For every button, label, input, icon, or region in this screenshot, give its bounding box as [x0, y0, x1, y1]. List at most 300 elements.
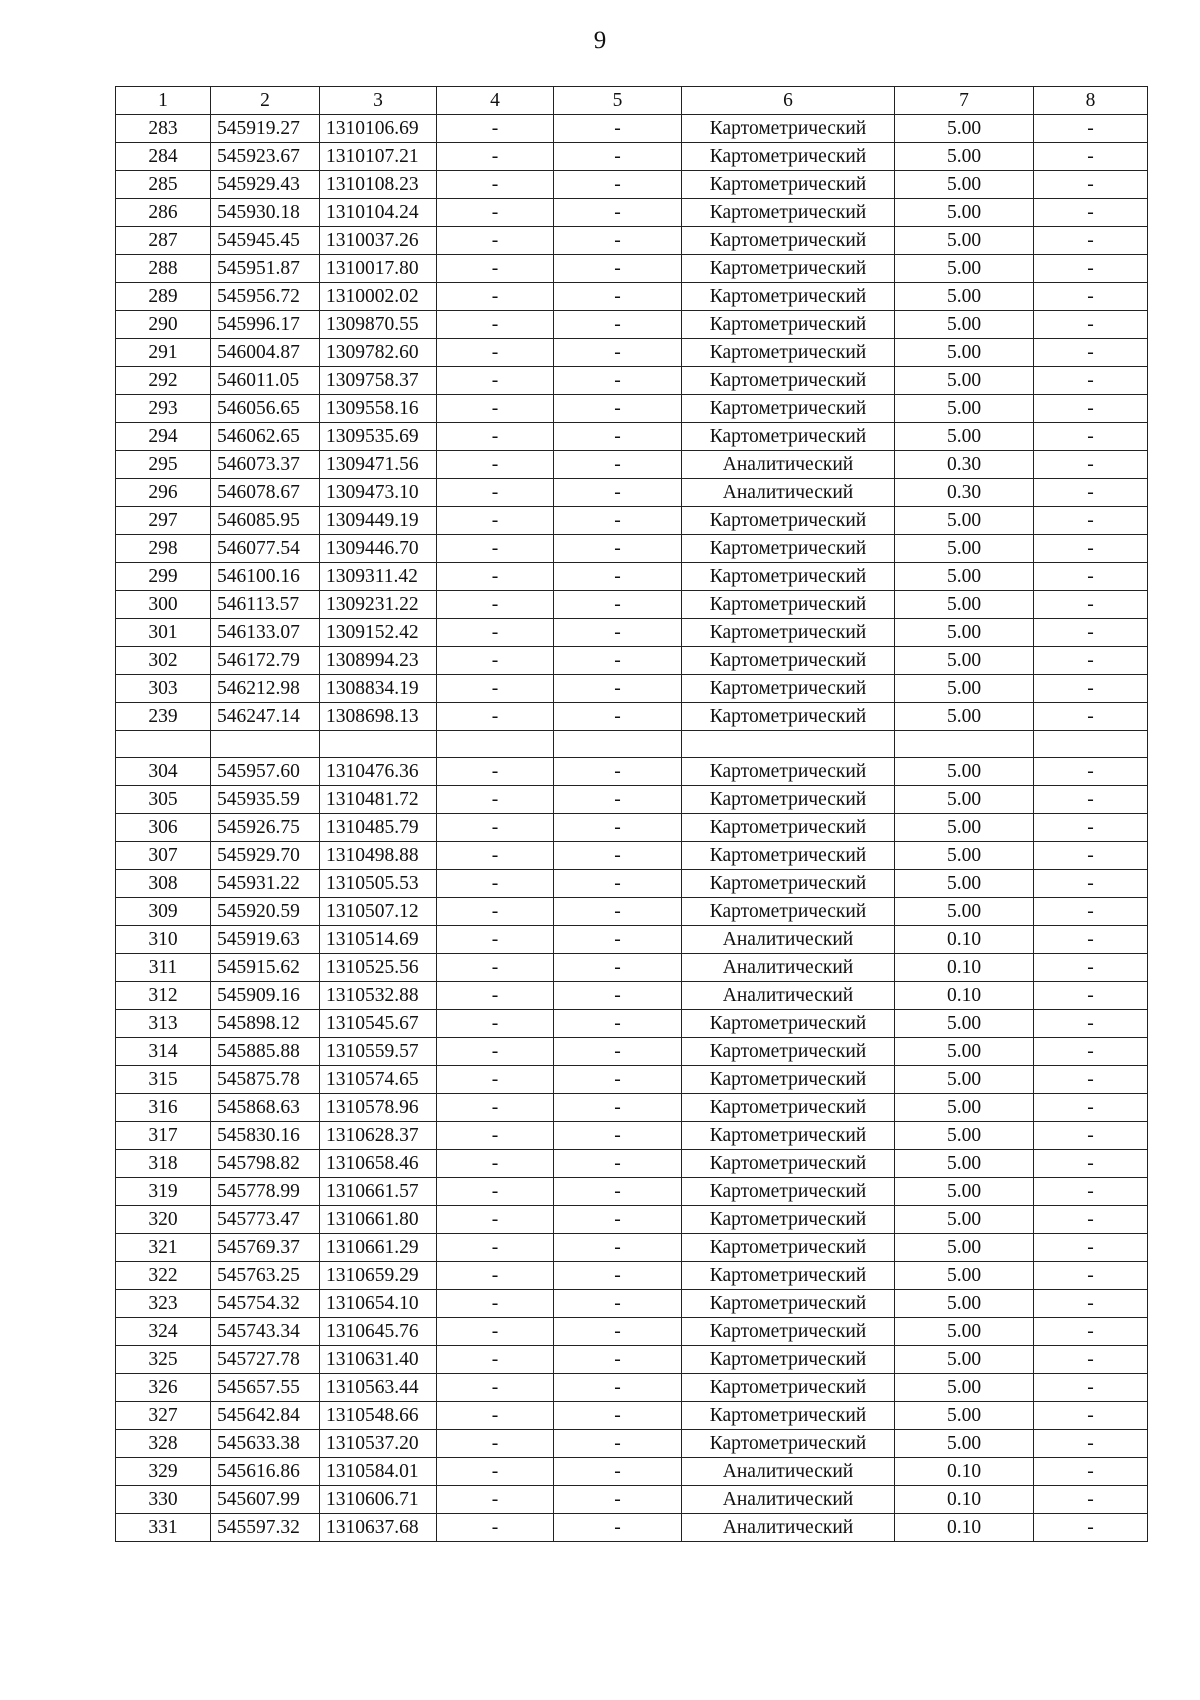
point-number-cell: 320 [116, 1206, 211, 1234]
method-cell: Картометрический [682, 283, 895, 311]
y-coordinate-cell: 1309558.16 [320, 395, 437, 423]
method-cell: Картометрический [682, 1122, 895, 1150]
y-coordinate-cell: 1310584.01 [320, 1458, 437, 1486]
y-coordinate-cell: 1308834.19 [320, 675, 437, 703]
column-4-cell: - [437, 1514, 554, 1542]
table-row [116, 451, 1148, 479]
column-5-cell: - [554, 591, 682, 619]
column-8-cell: - [1034, 423, 1148, 451]
column-4-cell: - [437, 255, 554, 283]
x-coordinate-cell: 545830.16 [211, 1122, 320, 1150]
table-row [116, 1150, 1148, 1178]
point-number-cell: 304 [116, 758, 211, 786]
column-8-cell: - [1034, 898, 1148, 926]
x-coordinate-cell: 545926.75 [211, 814, 320, 842]
point-number-cell: 322 [116, 1262, 211, 1290]
column-5-cell: - [554, 703, 682, 731]
column-4-cell: - [437, 1430, 554, 1458]
column-4-cell: - [437, 367, 554, 395]
column-5-cell: - [554, 1458, 682, 1486]
x-coordinate-cell: 546056.65 [211, 395, 320, 423]
y-coordinate-cell: 1309449.19 [320, 507, 437, 535]
point-number-cell: 317 [116, 1122, 211, 1150]
column-header: 3 [320, 87, 437, 115]
method-cell: Картометрический [682, 1290, 895, 1318]
table-row [116, 367, 1148, 395]
column-5-cell: - [554, 507, 682, 535]
x-coordinate-cell: 545919.27 [211, 115, 320, 143]
accuracy-cell: 5.00 [895, 311, 1034, 339]
accuracy-cell: 5.00 [895, 1206, 1034, 1234]
method-cell: Картометрический [682, 1234, 895, 1262]
column-8-cell [1034, 731, 1148, 758]
x-coordinate-cell: 546172.79 [211, 647, 320, 675]
column-8-cell: - [1034, 1066, 1148, 1094]
column-header: 6 [682, 87, 895, 115]
column-5-cell: - [554, 1318, 682, 1346]
column-5-cell: - [554, 255, 682, 283]
table-row [116, 143, 1148, 171]
column-8-cell: - [1034, 1150, 1148, 1178]
column-8-cell: - [1034, 619, 1148, 647]
method-cell: Картометрический [682, 339, 895, 367]
x-coordinate-cell: 546133.07 [211, 619, 320, 647]
method-cell: Аналитический [682, 1514, 895, 1542]
table-row [116, 619, 1148, 647]
accuracy-cell: 5.00 [895, 1094, 1034, 1122]
column-5-cell: - [554, 1150, 682, 1178]
accuracy-cell: 5.00 [895, 563, 1034, 591]
point-number-cell: 319 [116, 1178, 211, 1206]
accuracy-cell: 5.00 [895, 1066, 1034, 1094]
accuracy-cell: 5.00 [895, 143, 1034, 171]
column-5-cell: - [554, 227, 682, 255]
table-row [116, 1094, 1148, 1122]
method-cell: Аналитический [682, 954, 895, 982]
accuracy-cell: 5.00 [895, 283, 1034, 311]
point-number-cell: 239 [116, 703, 211, 731]
y-coordinate-cell: 1310645.76 [320, 1318, 437, 1346]
column-8-cell: - [1034, 395, 1148, 423]
column-4-cell: - [437, 814, 554, 842]
x-coordinate-cell: 546011.05 [211, 367, 320, 395]
accuracy-cell: 5.00 [895, 1346, 1034, 1374]
accuracy-cell: 5.00 [895, 1318, 1034, 1346]
point-number-cell [116, 731, 211, 758]
table-row [116, 982, 1148, 1010]
point-number-cell: 323 [116, 1290, 211, 1318]
y-coordinate-cell [320, 731, 437, 758]
column-8-cell: - [1034, 1318, 1148, 1346]
point-number-cell: 294 [116, 423, 211, 451]
method-cell: Картометрический [682, 423, 895, 451]
accuracy-cell: 5.00 [895, 758, 1034, 786]
column-4-cell: - [437, 1262, 554, 1290]
column-5-cell: - [554, 451, 682, 479]
method-cell: Картометрический [682, 591, 895, 619]
table-row [116, 1178, 1148, 1206]
y-coordinate-cell: 1309473.10 [320, 479, 437, 507]
column-5-cell: - [554, 423, 682, 451]
accuracy-cell: 5.00 [895, 1430, 1034, 1458]
x-coordinate-cell: 545951.87 [211, 255, 320, 283]
accuracy-cell: 5.00 [895, 367, 1034, 395]
accuracy-cell: 5.00 [895, 1178, 1034, 1206]
y-coordinate-cell: 1310107.21 [320, 143, 437, 171]
point-number-cell: 298 [116, 535, 211, 563]
x-coordinate-cell: 545875.78 [211, 1066, 320, 1094]
column-4-cell: - [437, 395, 554, 423]
column-4-cell: - [437, 1010, 554, 1038]
column-8-cell: - [1034, 563, 1148, 591]
column-4-cell: - [437, 199, 554, 227]
column-8-cell: - [1034, 507, 1148, 535]
x-coordinate-cell: 545996.17 [211, 311, 320, 339]
column-8-cell: - [1034, 479, 1148, 507]
y-coordinate-cell: 1310017.80 [320, 255, 437, 283]
point-number-cell: 296 [116, 479, 211, 507]
point-number-cell: 321 [116, 1234, 211, 1262]
method-cell: Картометрический [682, 143, 895, 171]
accuracy-cell: 5.00 [895, 255, 1034, 283]
column-8-cell: - [1034, 199, 1148, 227]
table-row [116, 507, 1148, 535]
x-coordinate-cell: 546078.67 [211, 479, 320, 507]
y-coordinate-cell: 1310661.80 [320, 1206, 437, 1234]
column-4-cell: - [437, 171, 554, 199]
x-coordinate-cell: 545919.63 [211, 926, 320, 954]
x-coordinate-cell: 545935.59 [211, 786, 320, 814]
accuracy-cell: 5.00 [895, 786, 1034, 814]
table-row [116, 171, 1148, 199]
column-4-cell: - [437, 1374, 554, 1402]
accuracy-cell: 0.30 [895, 451, 1034, 479]
accuracy-cell: 5.00 [895, 1234, 1034, 1262]
column-5-cell: - [554, 1234, 682, 1262]
column-8-cell: - [1034, 115, 1148, 143]
table-row [116, 1346, 1148, 1374]
accuracy-cell: 5.00 [895, 1402, 1034, 1430]
y-coordinate-cell: 1310525.56 [320, 954, 437, 982]
method-cell: Аналитический [682, 926, 895, 954]
table-row [116, 395, 1148, 423]
column-4-cell: - [437, 1318, 554, 1346]
column-5-cell: - [554, 1038, 682, 1066]
method-cell: Картометрический [682, 311, 895, 339]
x-coordinate-cell: 546073.37 [211, 451, 320, 479]
y-coordinate-cell: 1310037.26 [320, 227, 437, 255]
column-4-cell: - [437, 954, 554, 982]
table-body [116, 115, 1148, 1542]
point-number-cell: 290 [116, 311, 211, 339]
point-number-cell: 303 [116, 675, 211, 703]
x-coordinate-cell: 545930.18 [211, 199, 320, 227]
x-coordinate-cell: 545633.38 [211, 1430, 320, 1458]
x-coordinate-cell: 545754.32 [211, 1290, 320, 1318]
column-5-cell: - [554, 1514, 682, 1542]
method-cell: Картометрический [682, 1262, 895, 1290]
column-header: 8 [1034, 87, 1148, 115]
x-coordinate-cell: 546247.14 [211, 703, 320, 731]
column-4-cell: - [437, 1122, 554, 1150]
x-coordinate-cell: 545743.34 [211, 1318, 320, 1346]
point-number-cell: 309 [116, 898, 211, 926]
method-cell: Картометрический [682, 507, 895, 535]
accuracy-cell: 0.10 [895, 1514, 1034, 1542]
x-coordinate-cell: 545909.16 [211, 982, 320, 1010]
x-coordinate-cell: 545956.72 [211, 283, 320, 311]
table-row [116, 423, 1148, 451]
point-number-cell: 310 [116, 926, 211, 954]
table-row [116, 731, 1148, 758]
y-coordinate-cell: 1309758.37 [320, 367, 437, 395]
accuracy-cell: 0.10 [895, 1458, 1034, 1486]
point-number-cell: 295 [116, 451, 211, 479]
accuracy-cell [895, 731, 1034, 758]
table-row [116, 563, 1148, 591]
accuracy-cell: 0.10 [895, 954, 1034, 982]
column-5-cell: - [554, 339, 682, 367]
column-5-cell: - [554, 1262, 682, 1290]
method-cell: Картометрический [682, 1402, 895, 1430]
column-8-cell: - [1034, 1234, 1148, 1262]
table-row [116, 647, 1148, 675]
x-coordinate-cell: 546212.98 [211, 675, 320, 703]
x-coordinate-cell: 545616.86 [211, 1458, 320, 1486]
point-number-cell: 299 [116, 563, 211, 591]
method-cell: Аналитический [682, 982, 895, 1010]
point-number-cell: 313 [116, 1010, 211, 1038]
column-8-cell: - [1034, 675, 1148, 703]
column-4-cell: - [437, 1458, 554, 1486]
x-coordinate-cell: 545885.88 [211, 1038, 320, 1066]
method-cell: Картометрический [682, 227, 895, 255]
y-coordinate-cell: 1309471.56 [320, 451, 437, 479]
column-8-cell: - [1034, 1514, 1148, 1542]
method-cell: Картометрический [682, 703, 895, 731]
accuracy-cell: 5.00 [895, 619, 1034, 647]
y-coordinate-cell: 1310659.29 [320, 1262, 437, 1290]
point-number-cell: 312 [116, 982, 211, 1010]
column-4-cell: - [437, 1066, 554, 1094]
point-number-cell: 330 [116, 1486, 211, 1514]
point-number-cell: 318 [116, 1150, 211, 1178]
method-cell: Картометрический [682, 1318, 895, 1346]
table-row [116, 1458, 1148, 1486]
column-8-cell: - [1034, 339, 1148, 367]
accuracy-cell: 5.00 [895, 339, 1034, 367]
column-5-cell: - [554, 143, 682, 171]
x-coordinate-cell: 546085.95 [211, 507, 320, 535]
table-row [116, 1290, 1148, 1318]
table-row [116, 339, 1148, 367]
method-cell: Картометрический [682, 1430, 895, 1458]
y-coordinate-cell: 1310661.57 [320, 1178, 437, 1206]
y-coordinate-cell: 1310661.29 [320, 1234, 437, 1262]
accuracy-cell: 5.00 [895, 1122, 1034, 1150]
table-row [116, 1262, 1148, 1290]
x-coordinate-cell: 545957.60 [211, 758, 320, 786]
method-cell: Аналитический [682, 1458, 895, 1486]
column-8-cell: - [1034, 283, 1148, 311]
column-4-cell: - [437, 647, 554, 675]
method-cell: Картометрический [682, 814, 895, 842]
column-5-cell: - [554, 1206, 682, 1234]
point-number-cell: 328 [116, 1430, 211, 1458]
y-coordinate-cell: 1310658.46 [320, 1150, 437, 1178]
x-coordinate-cell: 545915.62 [211, 954, 320, 982]
column-4-cell: - [437, 1234, 554, 1262]
method-cell: Картометрический [682, 171, 895, 199]
accuracy-cell: 5.00 [895, 814, 1034, 842]
y-coordinate-cell: 1310532.88 [320, 982, 437, 1010]
method-cell: Аналитический [682, 479, 895, 507]
table-row [116, 1122, 1148, 1150]
x-coordinate-cell: 545923.67 [211, 143, 320, 171]
column-4-cell: - [437, 507, 554, 535]
method-cell: Картометрический [682, 1066, 895, 1094]
x-coordinate-cell [211, 731, 320, 758]
column-8-cell: - [1034, 451, 1148, 479]
accuracy-cell: 5.00 [895, 1010, 1034, 1038]
method-cell: Аналитический [682, 451, 895, 479]
y-coordinate-cell: 1309311.42 [320, 563, 437, 591]
column-5-cell: - [554, 1290, 682, 1318]
table-row [116, 870, 1148, 898]
x-coordinate-cell: 545763.25 [211, 1262, 320, 1290]
column-4-cell [437, 731, 554, 758]
column-4-cell: - [437, 870, 554, 898]
method-cell: Картометрический [682, 1010, 895, 1038]
column-8-cell: - [1034, 143, 1148, 171]
x-coordinate-cell: 545657.55 [211, 1374, 320, 1402]
column-5-cell: - [554, 199, 682, 227]
method-cell: Картометрический [682, 870, 895, 898]
column-5-cell: - [554, 1094, 682, 1122]
column-8-cell: - [1034, 758, 1148, 786]
method-cell: Картометрический [682, 1346, 895, 1374]
column-5-cell: - [554, 647, 682, 675]
column-5-cell: - [554, 479, 682, 507]
table-row [116, 591, 1148, 619]
x-coordinate-cell: 545778.99 [211, 1178, 320, 1206]
x-coordinate-cell: 545898.12 [211, 1010, 320, 1038]
y-coordinate-cell: 1309870.55 [320, 311, 437, 339]
column-5-cell: - [554, 1066, 682, 1094]
point-number-cell: 305 [116, 786, 211, 814]
table-row [116, 758, 1148, 786]
x-coordinate-cell: 545642.84 [211, 1402, 320, 1430]
column-8-cell: - [1034, 1402, 1148, 1430]
accuracy-cell: 5.00 [895, 870, 1034, 898]
column-4-cell: - [437, 1038, 554, 1066]
y-coordinate-cell: 1310485.79 [320, 814, 437, 842]
column-5-cell: - [554, 814, 682, 842]
y-coordinate-cell: 1308994.23 [320, 647, 437, 675]
y-coordinate-cell: 1310537.20 [320, 1430, 437, 1458]
column-4-cell: - [437, 563, 554, 591]
y-coordinate-cell: 1309535.69 [320, 423, 437, 451]
point-number-cell: 288 [116, 255, 211, 283]
column-4-cell: - [437, 423, 554, 451]
column-5-cell: - [554, 1122, 682, 1150]
column-4-cell: - [437, 479, 554, 507]
y-coordinate-cell: 1309782.60 [320, 339, 437, 367]
table-row [116, 675, 1148, 703]
column-8-cell: - [1034, 367, 1148, 395]
table-row [116, 1514, 1148, 1542]
point-number-cell: 307 [116, 842, 211, 870]
table-row [116, 283, 1148, 311]
x-coordinate-cell: 545597.32 [211, 1514, 320, 1542]
column-8-cell: - [1034, 227, 1148, 255]
column-4-cell: - [437, 842, 554, 870]
accuracy-cell: 5.00 [895, 171, 1034, 199]
table-row [116, 1430, 1148, 1458]
column-4-cell: - [437, 451, 554, 479]
column-4-cell: - [437, 898, 554, 926]
accuracy-cell: 5.00 [895, 703, 1034, 731]
table-row [116, 1066, 1148, 1094]
table-row [116, 1010, 1148, 1038]
column-8-cell: - [1034, 1038, 1148, 1066]
table-row [116, 227, 1148, 255]
column-5-cell: - [554, 311, 682, 339]
point-number-cell: 326 [116, 1374, 211, 1402]
column-5-cell: - [554, 1486, 682, 1514]
y-coordinate-cell: 1310505.53 [320, 870, 437, 898]
coordinates-table [115, 86, 1148, 1542]
column-8-cell: - [1034, 814, 1148, 842]
x-coordinate-cell: 545920.59 [211, 898, 320, 926]
table-row [116, 1374, 1148, 1402]
y-coordinate-cell: 1308698.13 [320, 703, 437, 731]
column-4-cell: - [437, 1178, 554, 1206]
table-row [116, 115, 1148, 143]
column-5-cell [554, 731, 682, 758]
column-4-cell: - [437, 982, 554, 1010]
accuracy-cell: 5.00 [895, 1262, 1034, 1290]
column-8-cell: - [1034, 1430, 1148, 1458]
column-4-cell: - [437, 619, 554, 647]
table-row [116, 1206, 1148, 1234]
column-5-cell: - [554, 1430, 682, 1458]
y-coordinate-cell: 1310563.44 [320, 1374, 437, 1402]
column-5-cell: - [554, 786, 682, 814]
y-coordinate-cell: 1310654.10 [320, 1290, 437, 1318]
column-5-cell: - [554, 1178, 682, 1206]
x-coordinate-cell: 546077.54 [211, 535, 320, 563]
column-8-cell: - [1034, 1178, 1148, 1206]
column-5-cell: - [554, 982, 682, 1010]
x-coordinate-cell: 545868.63 [211, 1094, 320, 1122]
method-cell: Картометрический [682, 1178, 895, 1206]
y-coordinate-cell: 1310498.88 [320, 842, 437, 870]
column-8-cell: - [1034, 255, 1148, 283]
column-5-cell: - [554, 367, 682, 395]
point-number-cell: 287 [116, 227, 211, 255]
table-row [116, 311, 1148, 339]
accuracy-cell: 5.00 [895, 898, 1034, 926]
column-header: 5 [554, 87, 682, 115]
accuracy-cell: 0.30 [895, 479, 1034, 507]
table-row [116, 814, 1148, 842]
point-number-cell: 324 [116, 1318, 211, 1346]
column-8-cell: - [1034, 786, 1148, 814]
y-coordinate-cell: 1309446.70 [320, 535, 437, 563]
x-coordinate-cell: 545931.22 [211, 870, 320, 898]
table-row [116, 1318, 1148, 1346]
